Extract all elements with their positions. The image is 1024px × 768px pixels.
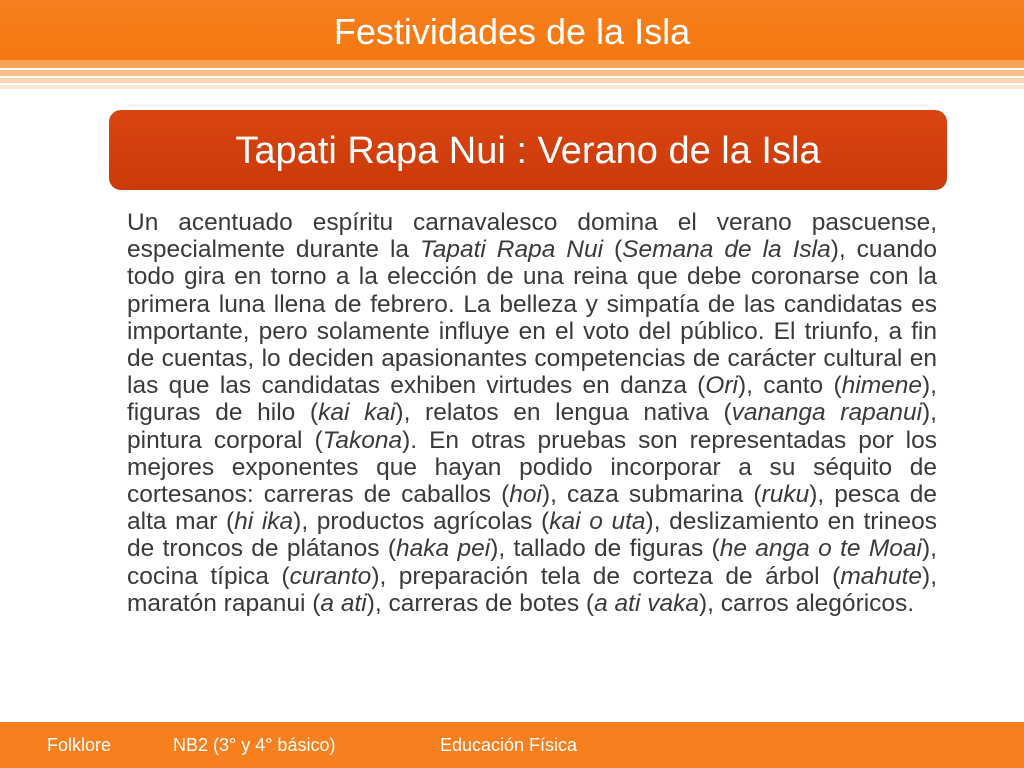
footer-subject: Folklore	[47, 735, 112, 755]
footer-course: Educación Física	[440, 735, 578, 755]
text-run: ), tallado de figuras (	[490, 535, 720, 563]
section-title: Tapati Rapa Nui : Verano de la Isla	[235, 130, 821, 172]
italic-term: Tapati Rapa Nui	[419, 236, 604, 264]
text-run: (	[603, 236, 623, 264]
italic-term: hi ika	[234, 508, 294, 536]
text-run: ), pintura corporal (	[127, 399, 937, 454]
italic-term: mahute	[840, 562, 923, 590]
header-stripe	[0, 70, 1024, 76]
text-run: ), cuando todo gira en torno a la elección de una reina que debe coronarse con la primera luna llena de febrero. La belleza y simpatía de las candidatas es importante, pero solamente influye en el voto del público. El triunfo, a fin de cuentas, lo deciden apasionantes competencias de carácter cultural en las que las candidatas exhiben virtudes en danza (	[127, 236, 937, 400]
page-title: Festividades de la Isla	[333, 11, 691, 52]
text-run: ), deslizamiento en trineos de troncos de plátanos (	[127, 508, 937, 563]
italic-term: vananga rapanui	[731, 399, 923, 427]
section-title-box	[109, 110, 947, 190]
footer-bar	[0, 722, 1024, 768]
text-run: ), maratón rapanui (	[127, 562, 937, 617]
italic-term: kai o uta	[549, 508, 646, 536]
italic-term: ruku	[761, 481, 810, 509]
header-stripe	[0, 78, 1024, 83]
text-run: ), carreras de botes (	[366, 589, 595, 617]
italic-term: he anga o te Moai	[719, 535, 923, 563]
body-paragraph	[127, 209, 937, 709]
text-run: ). En otras pruebas son representadas por los mejores exponentes que hayan podido incorporar a su séquito de cortesanos: carreras de caballos (	[127, 426, 937, 509]
italic-term: curanto	[289, 562, 372, 590]
text-run: ), pesca de alta mar (	[127, 481, 937, 536]
text-run: ), carros alegóricos.	[698, 589, 915, 617]
footer-level: NB2 (3° y 4° básico)	[173, 735, 336, 755]
text-run: ), cocina típica (	[127, 535, 937, 590]
italic-term: haka pei	[396, 535, 491, 563]
text-run: ), figuras de hilo (	[127, 372, 937, 427]
italic-term: a ati	[320, 589, 367, 617]
header-stripe	[0, 60, 1024, 68]
text-run: Un acentuado espíritu carnavalesco domina el verano pascuense, especialmente durante la	[127, 209, 937, 264]
italic-term: a ati vaka	[594, 589, 699, 617]
italic-term: kai kai	[318, 399, 396, 427]
header-stripe	[0, 85, 1024, 89]
italic-term: hoi	[509, 481, 542, 509]
italic-term: Semana de la Isla	[622, 236, 831, 264]
italic-term: himene	[841, 372, 923, 400]
italic-term: Ori	[705, 372, 738, 400]
text-run: ), productos agrícolas (	[293, 508, 550, 536]
text-run: ), relatos en lengua nativa (	[395, 399, 732, 427]
text-run: ), canto (	[737, 372, 842, 400]
text-run: ), caza submarina (	[541, 481, 762, 509]
text-run: ), preparación tela de corteza de árbol (	[371, 562, 841, 590]
header-bar	[0, 0, 1024, 60]
italic-term: Takona	[322, 426, 403, 454]
